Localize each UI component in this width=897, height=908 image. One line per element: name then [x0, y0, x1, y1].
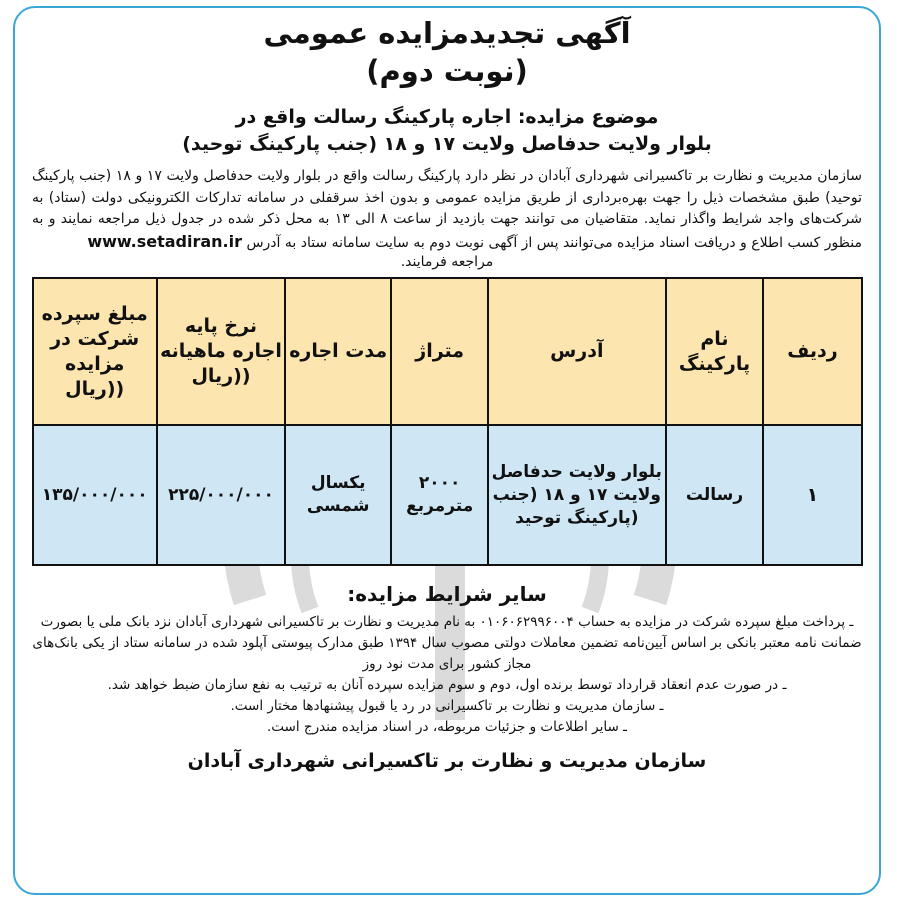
notice-content [22, 14, 872, 772]
cell-address: بلوار ولایت حدفاصل ولایت ۱۷ و ۱۸ (جنب (پارکینگ توحید [488, 425, 665, 565]
title-line1: آگهی تجدیدمزایده عمومی [263, 16, 631, 50]
subject [22, 104, 872, 158]
subject-line2: بلوار ولایت حدفاصل ولایت ۱۷ و ۱۸ (جنب پارکینگ توحید) [182, 133, 712, 155]
cell-monthly-rent: ۲۲۵/۰۰۰/۰۰۰ [157, 425, 285, 565]
intro-paragraph1: سازمان مدیریت و نظارت بر تاکسیرانی شهرداری آبادان در نظر دارد پارکینگ رسالت واقع در بلوار ولایت حدفاصل ولایت ۱۷ و ۱۸ (جنب پارکینگ توحید) طبق مشخصات ذیل را جهت بهره‌برداری از طریق مزایده عمومی و بدون اخذ سرقفلی در سامانه تدارکات الکترونیکی دولت (ستاد) به شرکت‌های واجد شرایط واگذار نماید. [32, 168, 862, 227]
table-row [33, 425, 862, 565]
condition-item-3: ـ سازمان مدیریت و نظارت بر تاکسیرانی در رد یا قبول پیشنهادها مختار است. [230, 698, 664, 714]
title-line2: (نوبت دوم) [366, 54, 528, 88]
intro-paragraph2: متقاضیان می توانند جهت بازدید از ساعت ۸ الی ۱۳ به محل ذکر شده در جدول ذیل مراجعه نمایند و به منظور کسب اطلاع و دریافت اسناد مزایده می‌توانند پس از آگهی نوبت دوم به سایت سامانه ستاد به آدرس [32, 211, 862, 251]
website-link[interactable]: www.setadiran.ir [87, 231, 242, 251]
header-address: آدرس [488, 278, 665, 425]
intro-ending: مراجعه فرمایند. [400, 254, 494, 270]
cell-parking-name: رسالت [666, 425, 764, 565]
header-deposit: مبلغ سپرده شرکت در مزایده ((ریال [33, 278, 157, 425]
notice-title [22, 14, 872, 90]
table-header-row [33, 278, 862, 425]
condition-item-2: ـ در صورت عدم انعقاد قرارداد توسط برنده اول، دوم و سوم مزایده سپرده آنان به ترتیب به نفع سازمان ضبط خواهد شد. [107, 677, 787, 693]
condition-item-1: ـ پرداخت مبلغ سپرده شرکت در مزایده به حساب ۰۱۰۶۰۶۲۹۹۶۰۰۴ به نام مدیریت و نظارت بر تاکسیرانی شهرداری آبادان نزد بانک ملی یا بصورت ضمانت نامه معتبر بانکی بر اساس آیین‌نامه تضمین معاملات دولتی مصوب سال ۱۳۹۴ طبق مدارک پیوستی آپلود شده در سامانه ستاد از یکی بانک‌های مجاز کشور برای مدت نود روز [32, 614, 862, 672]
footer-organization: سازمان مدیریت و نظارت بر تاکسیرانی شهرداری آبادان [187, 750, 707, 772]
auction-table [32, 277, 863, 566]
header-parking-name: نام پارکینگ [666, 278, 764, 425]
conditions-list [22, 612, 872, 738]
cell-row-no: ۱ [763, 425, 861, 565]
cell-area: ۲۰۰۰ مترمربع [391, 425, 488, 565]
cell-deposit: ۱۳۵/۰۰۰/۰۰۰ [33, 425, 157, 565]
other-conditions-heading: سایر شرایط مزایده: [347, 582, 547, 606]
header-area: متراژ [391, 278, 488, 425]
header-lease-term: مدت اجاره [285, 278, 391, 425]
header-row-no: ردیف [763, 278, 861, 425]
intro-text [22, 166, 872, 254]
condition-item-4: ـ سایر اطلاعات و جزئیات مربوطه، در اسناد مزایده مندرج است. [266, 719, 628, 735]
cell-lease-term: یکسال شمسی [285, 425, 391, 565]
header-monthly-rent: نرخ پایه اجاره ماهیانه ((ریال [157, 278, 285, 425]
subject-line1: موضوع مزایده: اجاره پارکینگ رسالت واقع در [235, 106, 659, 128]
